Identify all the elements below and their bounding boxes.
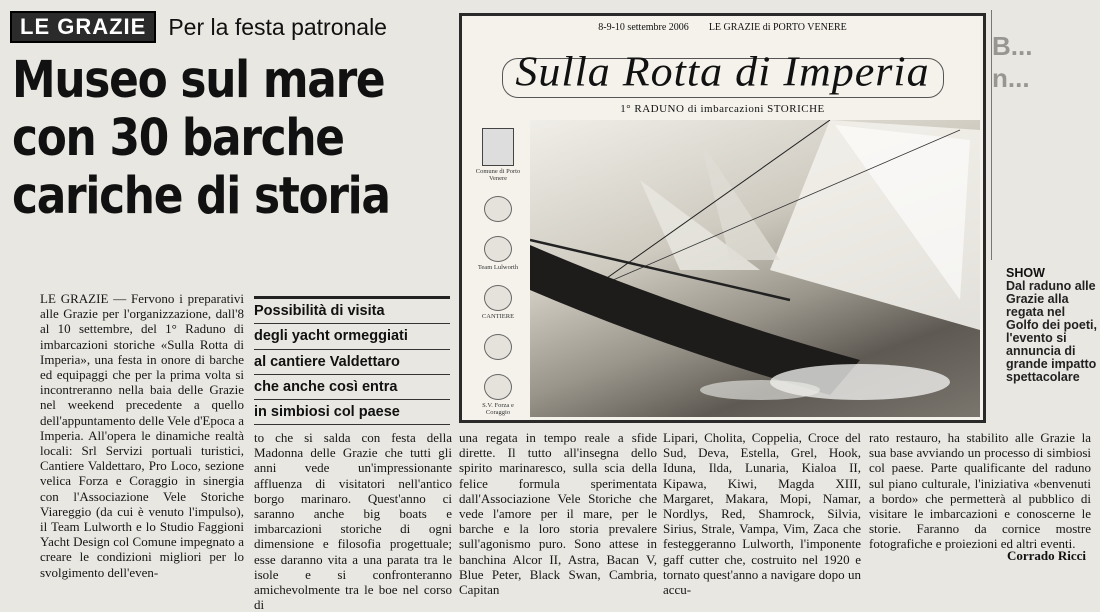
pull-quote-line: degli yacht ormeggiati — [254, 324, 450, 349]
headline-line: cariche di storia — [12, 167, 390, 226]
sailboat-photo — [530, 120, 980, 417]
body-column-4: Lipari, Cholita, Coppelia, Croce del Sud, Deva, Estella, Grel, Hook, Iduna, Ilda, Lunaria, Kialoa II, Kipawa, Kiwi, Magda XIII, Margaret, Makara, Mopi, Namar, Nordlys, Red, Shamrock, Silvia, Sirius, Strale, Vampa, Vim, Zaca che festeggeranno Lulworth, l'imponente gaff cutter che, costruito nel 1920 e tornato quest'anno a navigare dopo un accu- — [663, 430, 861, 598]
sailboat-illustration — [530, 120, 980, 417]
pull-quote-line: al cantiere Valdettaro — [254, 350, 450, 375]
event-poster-image — [459, 13, 986, 423]
sponsor-logo-icon — [484, 236, 512, 262]
sponsor-label: Team Lulworth — [477, 264, 519, 271]
pull-quote — [254, 296, 450, 425]
poster-dates: 8-9-10 settembre 2006 — [598, 22, 689, 33]
sponsor-label: Comune di Porto Venere — [475, 168, 521, 182]
sponsor-column — [470, 120, 526, 417]
adjacent-article-fragment: B... n... — [992, 31, 1033, 93]
body-column-2: to che si salda con festa della Madonna delle Grazie che tutti gli anni vede un'impressionante affluenza di visitatori nell'antico borgo marinaro. Quest'anno ci saranno anche big boats e imbarcazioni storiche di ogni dimensione e filosofia progettuale; esse daranno vita a una parata tra le isole e si confronteranno amichevolmente tra le boe nel corso di — [254, 430, 452, 612]
photo-caption: Dal raduno alle Grazie alla regata nel Golfo dei poeti, l'evento si annuncia di grande impatto spettacolare — [1006, 279, 1097, 384]
section-tag: LE GRAZIE — [10, 11, 156, 43]
municipal-crest-icon — [482, 128, 514, 166]
sponsor-logo-icon — [484, 285, 512, 311]
headline — [12, 51, 390, 226]
poster-title: Sulla Rotta di Imperia — [515, 48, 930, 95]
body-column-5: rato restauro, ha stabilito alle Grazie la sua base avviando un processo di simbiosi col paese. Parte qualificante del raduno sul piano culturale, l'iniziativa «benvenuti a bordo» che permetterà al pubblico di visitare le imbarcazioni e conoscerne le storie. Faranno da cornice mostre fotografiche e proiezioni ed altri eventi. — [869, 430, 1091, 552]
column-rule — [991, 10, 992, 260]
body-column-1: LE GRAZIE — Fervono i preparativi alle Grazie per l'organizzazione, dall'8 al 10 settembre, del 1° Raduno di imbarcazioni storiche «Sulla Rotta di Imperia», una festa in onore di barche ed equipaggi che per la prima volta si incontreranno nella baia delle Grazie nel weekend precedente a quello dell'appuntamento delle Vele d'Epoca a Imperia. All'opera le dinamiche realtà locali: Srl Servizi portuali turistici, Cantiere Valdettaro, Pro Loco, sezione velica Forza e Coraggio in sinergia con l'Associazione Vele Storiche Viareggio (da cui è venuto l'impulso), il Team Lulworth e lo Studio Faggioni Yacht Design col Comune impegnato a creare le condizioni migliori per lo svolgimento dell'even- — [40, 291, 244, 580]
poster-venue: LE GRAZIE di PORTO VENERE — [708, 22, 847, 33]
headline-line: Museo sul mare — [12, 51, 385, 110]
kicker — [10, 12, 387, 42]
headline-line: con 30 barche — [12, 109, 344, 168]
body-column-3: una regata in tempo reale a sfide dirette. Il tutto all'insegna dello spirito marinaresco, sulla scia della felice formula sperimentata dall'Associazione Vele Storiche che vede l'amore per il mare, per le barche e la loro storia prevalere sull'agonismo puro. Sono attese in banchina Alcor II, Astra, Bacan V, Blue Peter, Black Swan, Cambria, Capitan — [459, 430, 657, 598]
caption-label: SHOW — [1006, 266, 1045, 280]
sponsor-logo-icon — [484, 334, 512, 360]
kicker-subtitle: Per la festa patronale — [168, 13, 387, 40]
sponsor-logo-icon — [484, 196, 512, 222]
pull-quote-line: in simbiosi col paese — [254, 400, 450, 425]
author-byline: Corrado Ricci — [1006, 548, 1086, 563]
pull-quote-line: che anche così entra — [254, 375, 450, 400]
sponsor-label: CANTIERE — [481, 313, 515, 320]
poster-subtitle: 1° RADUNO di imbarcazioni STORICHE — [620, 103, 825, 115]
pull-quote-line: Possibilità di visita — [254, 299, 450, 324]
sponsor-label: S.V. Forza e Coraggio — [482, 402, 514, 416]
poster-header — [462, 22, 983, 33]
sponsor-logo-icon — [484, 374, 512, 400]
